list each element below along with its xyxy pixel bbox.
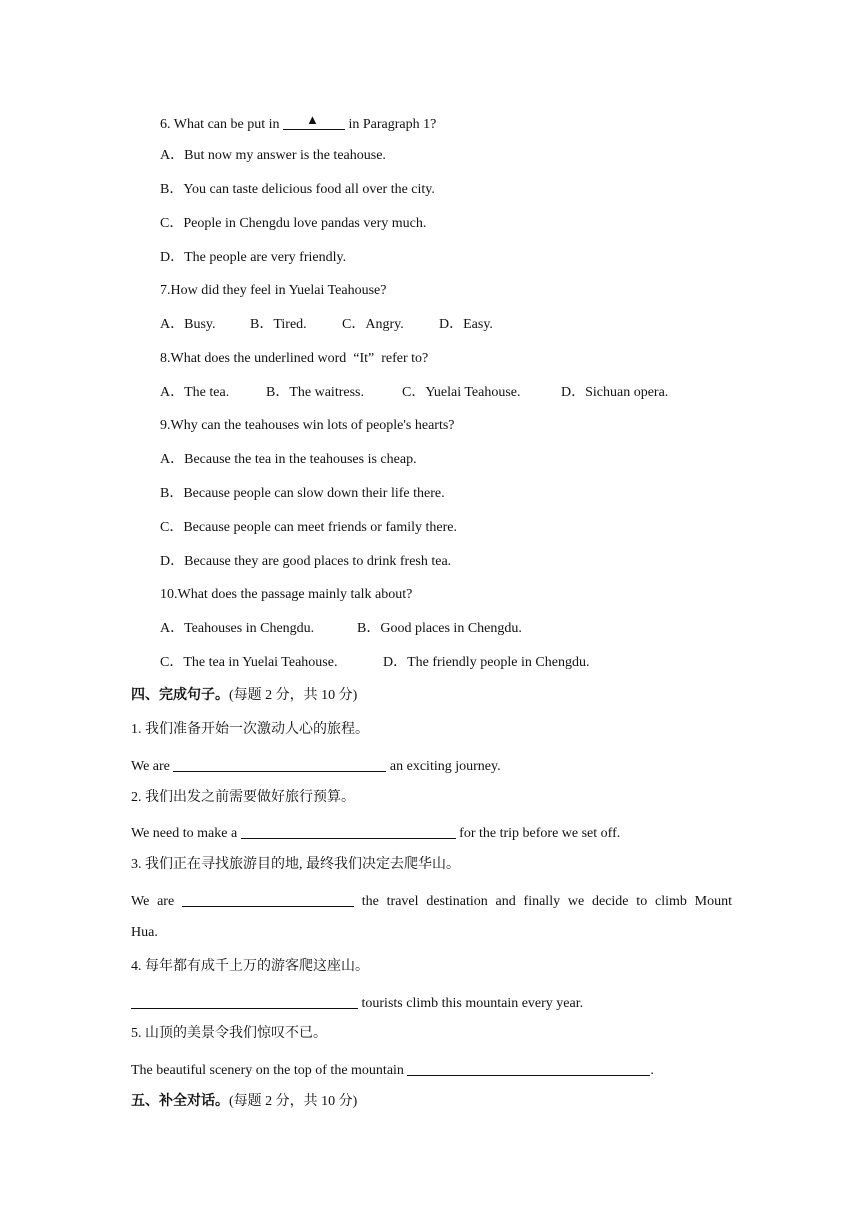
answer-blank[interactable]: [241, 824, 456, 839]
question-6-stem: [160, 113, 436, 134]
text: for the trip before we set off.: [455, 826, 621, 841]
option: C．The tea in Yuelai Teahouse.: [160, 655, 338, 670]
question-7-stem: 7.How did they feel in Yuelai Teahouse?: [160, 283, 387, 298]
option: B．You can taste delicious food all over the city.: [160, 182, 435, 197]
question-9-stem: 9.Why can the teahouses win lots of people's hearts?: [160, 418, 455, 433]
question-6-blank: [283, 113, 345, 134]
sentence-4-english: [131, 992, 583, 1013]
section-5-heading: [131, 1093, 357, 1111]
section-5-title: 五、补全对话。: [131, 1094, 229, 1109]
question-8-stem: 8.What does the underlined word “It” refer to?: [160, 351, 429, 366]
sentence-1-english: [131, 755, 501, 776]
section-5-points: (每题 2 分，共 10 分): [229, 1094, 358, 1109]
option: A．Busy.: [160, 317, 216, 332]
section-4-heading: [131, 687, 357, 705]
option: D．Easy.: [439, 317, 493, 332]
text: .: [650, 1063, 654, 1078]
option: C．Angry.: [342, 317, 404, 332]
sentence-2-english: [131, 822, 620, 843]
sentence-4-chinese: 4. 每年都有成千上万的游客爬这座山。: [131, 959, 369, 974]
option: D．The people are very friendly.: [160, 250, 347, 265]
option: B．The waitress.: [266, 385, 364, 400]
sentence-2-chinese: 2. 我们出发之前需要做好旅行预算。: [131, 790, 355, 805]
option: D．Because they are good places to drink fresh tea.: [160, 554, 452, 569]
option: A．The tea.: [160, 385, 230, 400]
text: The beautiful scenery on the top of the mountain: [131, 1063, 408, 1078]
triangle-marker-icon: ▲: [306, 112, 319, 127]
text: an exciting journey.: [386, 759, 501, 774]
answer-blank[interactable]: [173, 757, 386, 772]
sentence-3-english: [131, 890, 732, 911]
text: We are: [131, 894, 182, 909]
sentence-3-continuation: Hua.: [131, 925, 158, 940]
section-4-title: 四、完成句子。: [131, 688, 229, 703]
text: We are: [131, 759, 174, 774]
option: D．The friendly people in Chengdu.: [383, 655, 590, 670]
question-6-prefix: 6. What can be put in: [160, 117, 283, 132]
option: D．Sichuan opera.: [561, 385, 669, 400]
text: the travel destination and finally we decide to climb Mount: [353, 894, 732, 909]
option: B．Because people can slow down their life there.: [160, 486, 445, 501]
sentence-5-english: [131, 1059, 654, 1080]
answer-blank[interactable]: [407, 1061, 650, 1076]
sentence-3-chinese: 3. 我们正在寻找旅游目的地, 最终我们决定去爬华山。: [131, 857, 460, 872]
answer-blank[interactable]: [182, 892, 354, 907]
sentence-1-chinese: 1. 我们准备开始一次激动人心的旅程。: [131, 722, 369, 737]
option: A．Teahouses in Chengdu.: [160, 621, 315, 636]
option: C．People in Chengdu love pandas very much.: [160, 216, 427, 231]
option: C．Yuelai Teahouse.: [402, 385, 521, 400]
text: We need to make a: [131, 826, 241, 841]
answer-blank[interactable]: [131, 994, 358, 1009]
option: A．Because the tea in the teahouses is cheap.: [160, 452, 417, 467]
sentence-5-chinese: 5. 山顶的美景令我们惊叹不已。: [131, 1026, 327, 1041]
section-4-points: (每题 2 分，共 10 分): [229, 688, 358, 703]
text: tourists climb this mountain every year.: [358, 996, 584, 1011]
option: C．Because people can meet friends or family there.: [160, 520, 457, 535]
option: A．But now my answer is the teahouse.: [160, 148, 386, 163]
question-10-stem: 10.What does the passage mainly talk about?: [160, 587, 413, 602]
question-6-suffix: in Paragraph 1?: [345, 117, 437, 132]
option: B．Tired.: [250, 317, 307, 332]
option: B．Good places in Chengdu.: [357, 621, 522, 636]
